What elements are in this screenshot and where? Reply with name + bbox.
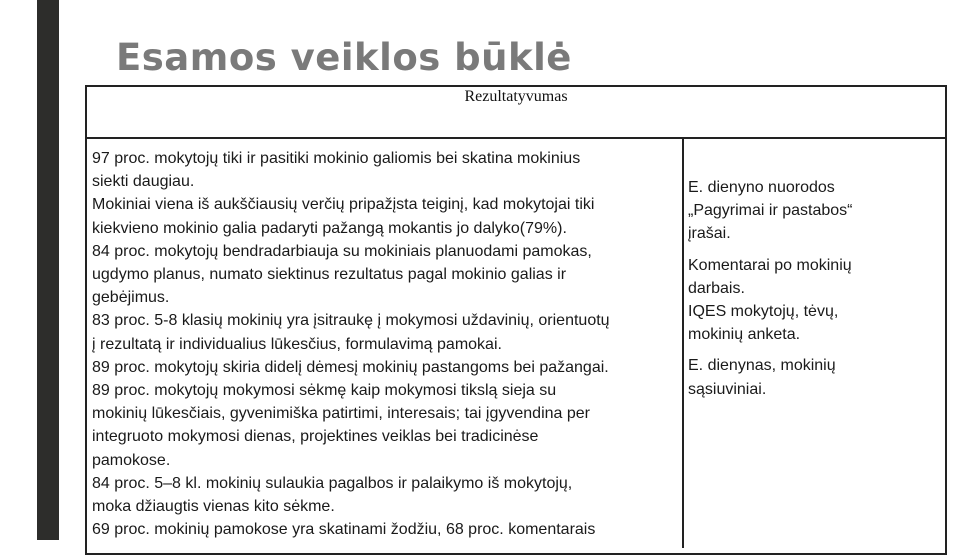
finding-line: moka džiaugtis vienas kito sėkme. (92, 498, 335, 516)
sources-cell (688, 176, 944, 401)
table-column-divider (682, 138, 684, 548)
source-line: E. dienynas, mokinių (688, 357, 836, 375)
source-line: įrašai. (688, 225, 731, 243)
finding-line: 89 proc. mokytojų skiria didelį dėmesį mokinių pastangoms bei pažangai. (92, 358, 609, 376)
source-line: darbais. (688, 279, 745, 297)
slide-title: Esamos veiklos būklė (116, 36, 572, 79)
finding-line: 84 proc. 5–8 kl. mokinių sulaukia pagalbos ir palaikymo iš mokytojų, (92, 474, 573, 492)
finding-line: mokinių lūkesčiais, gyvenimiška patirtimi, interesais; tai įgyvendina per (92, 405, 590, 423)
source-line: mokinių anketa. (688, 326, 801, 344)
finding-line: 89 proc. mokytojų mokymosi sėkmę kaip mokymosi tikslą sieja su (92, 382, 557, 400)
finding-line: siekti daugiau. (92, 173, 195, 191)
finding-line: ugdymo planus, numato siektinus rezultatus pagal mokinio galias ir (92, 266, 567, 284)
spacer (688, 346, 944, 354)
finding-line: 83 proc. 5-8 klasių mokinių yra įsitraukę į mokymosi uždavinių, orientuotų (92, 312, 610, 330)
source-line: sąsiuviniai. (688, 380, 767, 398)
spacer (688, 246, 944, 254)
table-row-divider (85, 137, 947, 139)
finding-line: Mokiniai viena iš aukščiausių verčių pripažįsta teiginį, kad mokytojai tiki (92, 196, 595, 214)
finding-line: integruoto mokymosi dienas, projektines veiklas bei tradicinėse (92, 428, 539, 446)
source-line: „Pagyrimai ir pastabos“ (688, 202, 853, 220)
finding-line: 69 proc. mokinių pamokose yra skatinami žodžiu, 68 proc. komentarais (92, 521, 596, 539)
finding-line: kiekvieno mokinio galia padaryti pažangą mokantis jo dalyko(79%). (92, 219, 567, 237)
source-line: Komentarai po mokinių (688, 256, 852, 274)
finding-line: 84 proc. mokytojų bendradarbiauja su mokiniais planuodami pamokas, (92, 242, 592, 260)
source-line: IQES mokytojų, tėvų, (688, 303, 839, 321)
table-header-cell: Rezultatyvumas (464, 88, 568, 105)
finding-line: gebėjimus. (92, 289, 170, 307)
finding-line: į rezultatą ir individualius lūkesčius, formulavimą pamokai. (92, 335, 502, 353)
findings-cell (92, 147, 682, 541)
left-accent-bar (37, 0, 59, 540)
finding-line: 97 proc. mokytojų tiki ir pasitiki mokinio galiomis bei skatina mokinius (92, 150, 581, 167)
source-line: E. dienyno nuorodos (688, 179, 835, 196)
finding-line: pamokose. (92, 451, 171, 469)
